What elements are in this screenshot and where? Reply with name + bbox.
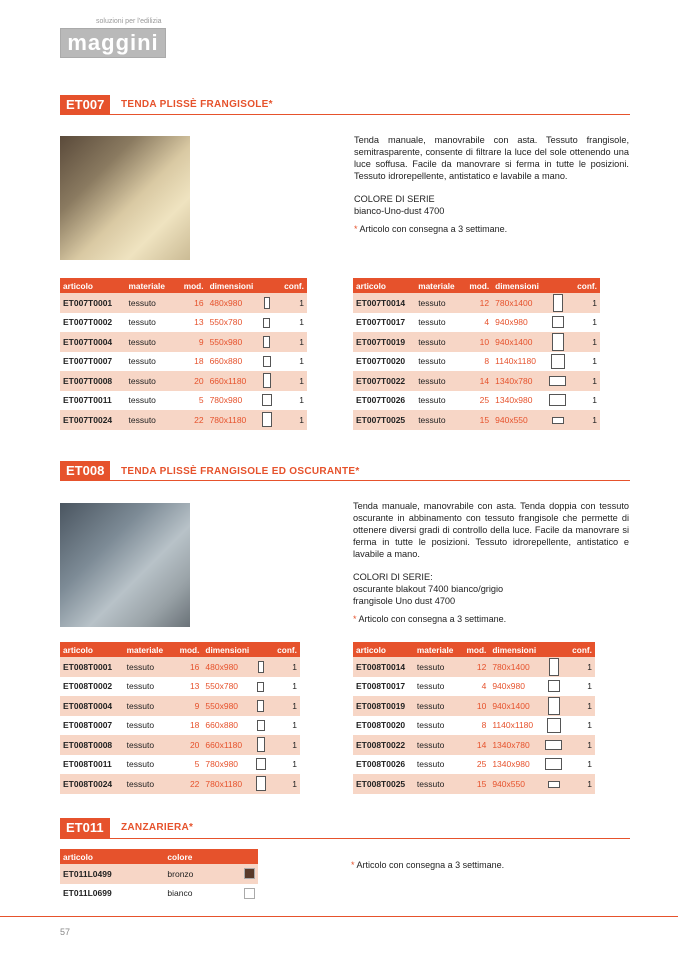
material: tessuto	[126, 720, 155, 731]
table-row	[353, 735, 595, 755]
dimensions: 1340x780	[489, 735, 541, 755]
table-row	[60, 332, 307, 352]
model-number: 22	[176, 410, 207, 430]
size-symbol-cell	[541, 755, 566, 775]
size-symbol	[256, 758, 266, 770]
article-code: ET011L0699	[63, 888, 112, 899]
table-row	[60, 884, 258, 904]
article-code: ET007T0011	[63, 395, 112, 406]
article-code: ET007T0025	[353, 410, 415, 430]
column-header: mod.	[173, 642, 203, 657]
et011-note: * Articolo con consegna a 3 settimane.	[351, 860, 505, 870]
size-symbol	[552, 417, 564, 424]
model-number: 18	[194, 356, 204, 367]
table-row	[60, 864, 258, 884]
size-symbol-cell	[257, 410, 276, 430]
size-symbol-cell	[257, 313, 276, 333]
size-symbol-cell	[545, 352, 571, 372]
model-number: 16	[176, 293, 207, 313]
size-symbol-cell	[541, 677, 566, 697]
color-swatch	[244, 868, 255, 879]
pack-qty: 1	[270, 774, 300, 794]
size-symbol-cell	[541, 735, 566, 755]
table-row	[60, 657, 300, 677]
model-number: 15	[461, 774, 490, 794]
table-row	[353, 332, 600, 352]
model-number: 20	[176, 371, 207, 391]
material: tessuto	[414, 696, 461, 716]
article-code: ET008T0020	[356, 720, 406, 731]
table-row	[353, 677, 595, 697]
table-row	[353, 391, 600, 411]
pack-qty: 1	[592, 317, 597, 328]
column-header: materiale	[414, 642, 461, 657]
table-row	[353, 371, 600, 391]
dimensions: 940x550	[492, 410, 545, 430]
table-row	[60, 352, 307, 372]
dimensions: 660x880	[205, 720, 239, 731]
pack-qty: 1	[587, 681, 592, 692]
article-code: ET007T0017	[356, 317, 406, 328]
size-symbol	[552, 316, 564, 328]
size-symbol	[548, 781, 560, 788]
model-number: 10	[463, 332, 492, 352]
article-code: ET007T0001	[60, 293, 126, 313]
pack-qty: 1	[270, 696, 300, 716]
column-header: materiale	[415, 278, 463, 293]
et008-colors-value-1: oscurante blakout 7400 bianco/grigio	[353, 584, 504, 594]
et007-colors-label: COLORE DI SERIE	[354, 194, 435, 204]
model-number: 15	[463, 410, 492, 430]
material: tessuto	[126, 371, 176, 391]
dimensions: 780x1180	[207, 410, 258, 430]
model-number: 14	[463, 371, 492, 391]
size-symbol	[263, 336, 270, 348]
pack-qty: 1	[571, 293, 600, 313]
pack-qty: 1	[566, 735, 595, 755]
size-symbol-cell	[541, 696, 566, 716]
dimensions: 1340x780	[492, 371, 545, 391]
size-symbol	[263, 373, 271, 388]
dimensions: 1140x1180	[492, 720, 534, 731]
size-symbol	[257, 700, 264, 712]
article-code: ET008T0026	[356, 759, 406, 770]
size-symbol	[549, 376, 566, 386]
table-row	[60, 774, 300, 794]
material: tessuto	[128, 317, 156, 328]
model-number: 16	[173, 657, 203, 677]
dimensions: 480x980	[207, 293, 258, 313]
article-code: ET008T0001	[60, 657, 124, 677]
article-code: ET007T0014	[353, 293, 415, 313]
color-swatch-cell	[226, 864, 258, 884]
et007-title: TENDA PLISSÈ FRANGISOLE*	[121, 99, 273, 110]
model-number: 20	[173, 735, 203, 755]
column-header: mod.	[463, 278, 492, 293]
table-row	[353, 352, 600, 372]
size-symbol-cell	[541, 774, 566, 794]
material: tessuto	[126, 681, 155, 692]
size-symbol	[549, 658, 559, 676]
dimensions: 660x1180	[202, 735, 251, 755]
material: tessuto	[124, 657, 173, 677]
dimensions: 940x980	[492, 681, 525, 692]
article-code: ET007T0002	[63, 317, 113, 328]
dimensions: 940x1400	[492, 332, 545, 352]
article-code: ET007T0008	[60, 371, 126, 391]
model-number: 8	[481, 720, 487, 731]
dimensions: 1340x980	[492, 759, 530, 770]
section-rule	[60, 114, 630, 115]
article-code: ET008T0019	[353, 696, 414, 716]
table-row	[353, 293, 600, 313]
et008-description: Tenda manuale, manovrabile con asta. Tenda doppia con tessuto oscurante in abbinamento con tessuto frangisole che permette di ottenere diversi gradi di controllo della luce. Facile da manovrare si ferma in tutte le posizioni. Tessuto idrorepellente, antistatico e lavabile a mano.	[353, 501, 629, 559]
pack-qty: 1	[270, 657, 300, 677]
table-row	[60, 755, 300, 775]
color-name: bronzo	[164, 864, 225, 884]
table-row	[60, 410, 307, 430]
footer-rule	[0, 916, 678, 917]
size-symbol-cell	[257, 371, 276, 391]
material: tessuto	[126, 293, 176, 313]
et007-code: ET007	[60, 95, 110, 115]
size-symbol	[257, 720, 265, 731]
dimensions: 780x980	[209, 395, 243, 406]
size-symbol-cell	[252, 774, 270, 794]
material: tessuto	[415, 410, 463, 430]
pack-qty: 1	[592, 395, 597, 406]
model-number: 22	[173, 774, 203, 794]
pack-qty: 1	[571, 332, 600, 352]
article-code: ET008T0007	[63, 720, 113, 731]
material: tessuto	[418, 356, 446, 367]
et007-note: * Articolo con consegna a 3 settimane.	[354, 224, 508, 234]
material: tessuto	[124, 696, 173, 716]
table-header-row	[60, 849, 258, 864]
size-symbol-cell	[545, 293, 571, 313]
model-number: 14	[461, 735, 490, 755]
material: tessuto	[128, 395, 156, 406]
model-number: 4	[484, 317, 490, 328]
pack-qty: 1	[299, 395, 304, 406]
dimensions: 480x980	[202, 657, 251, 677]
size-symbol-cell	[545, 410, 571, 430]
article-code: ET008T0014	[353, 657, 414, 677]
pack-qty: 1	[571, 410, 600, 430]
pack-qty: 1	[292, 681, 297, 692]
table-row	[353, 716, 595, 736]
size-symbol	[262, 412, 272, 427]
table-header-row	[60, 642, 300, 657]
article-code: ET007T0019	[353, 332, 415, 352]
size-symbol	[257, 682, 264, 692]
table-header-row	[353, 642, 595, 657]
size-symbol	[264, 297, 270, 309]
model-number: 18	[189, 720, 200, 731]
size-symbol	[256, 776, 266, 791]
dimensions: 550x780	[205, 681, 239, 692]
dimensions: 940x980	[495, 317, 528, 328]
et011-table	[60, 849, 258, 903]
size-symbol-cell	[252, 735, 270, 755]
model-number: 13	[194, 317, 204, 328]
pack-qty: 1	[592, 356, 597, 367]
column-header: dimensioni	[207, 278, 277, 293]
model-number: 9	[176, 332, 207, 352]
column-header: conf.	[270, 642, 300, 657]
brand-logo: maggini	[60, 28, 166, 58]
size-symbol	[548, 697, 560, 715]
article-code: ET007T0026	[356, 395, 406, 406]
column-header: dimensioni	[489, 642, 566, 657]
column-header: materiale	[124, 642, 173, 657]
material: tessuto	[124, 735, 173, 755]
table-row	[60, 696, 300, 716]
dimensions: 550x980	[207, 332, 258, 352]
dimensions: 780x1180	[202, 774, 251, 794]
model-number: 25	[476, 759, 487, 770]
article-code: ET008T0025	[353, 774, 414, 794]
table-row	[60, 716, 300, 736]
material: tessuto	[418, 395, 446, 406]
table-row	[353, 774, 595, 794]
article-code: ET008T0022	[353, 735, 414, 755]
material: tessuto	[126, 410, 176, 430]
article-code: ET007T0007	[63, 356, 113, 367]
pack-qty: 1	[587, 759, 592, 770]
column-header: articolo	[353, 278, 415, 293]
model-number: 25	[479, 395, 490, 406]
et008-table-right	[353, 642, 595, 794]
pack-qty: 1	[276, 293, 307, 313]
material: tessuto	[414, 657, 461, 677]
article-code: ET007T0024	[60, 410, 126, 430]
dimensions: 550x980	[202, 696, 251, 716]
column-header: dimensioni	[202, 642, 270, 657]
et007-colors-value: bianco-Uno-dust 4700	[354, 206, 445, 216]
dimensions: 660x880	[209, 356, 243, 367]
article-code: ET008T0011	[63, 759, 112, 770]
pack-qty: 1	[292, 759, 297, 770]
column-header: colore	[164, 849, 258, 864]
pack-qty: 1	[270, 735, 300, 755]
et008-code: ET008	[60, 461, 110, 481]
column-header: mod.	[461, 642, 490, 657]
pack-qty: 1	[299, 317, 304, 328]
et008-colors-label: COLORI DI SERIE:	[353, 572, 433, 582]
size-symbol-cell	[545, 391, 571, 411]
table-header-row	[353, 278, 600, 293]
size-symbol-cell	[252, 677, 270, 697]
table-row	[60, 371, 307, 391]
model-number: 9	[173, 696, 203, 716]
column-header: articolo	[60, 849, 164, 864]
et008-product-photo	[60, 503, 190, 627]
column-header: conf.	[566, 642, 595, 657]
table-row	[60, 677, 300, 697]
article-code: ET008T0004	[60, 696, 124, 716]
article-code: ET007T0020	[356, 356, 406, 367]
size-symbol-cell	[257, 352, 276, 372]
pack-qty: 1	[276, 410, 307, 430]
size-symbol-cell	[252, 716, 270, 736]
model-number: 4	[481, 681, 487, 692]
table-row	[353, 696, 595, 716]
table-row	[60, 391, 307, 411]
size-symbol	[257, 737, 265, 752]
et007-table-left	[60, 278, 307, 430]
model-number: 12	[463, 293, 492, 313]
dimensions: 550x780	[209, 317, 243, 328]
table-row	[353, 657, 595, 677]
model-number: 5	[194, 759, 200, 770]
pack-qty: 1	[566, 696, 595, 716]
dimensions: 1140x1180	[495, 356, 536, 367]
pack-qty: 1	[276, 332, 307, 352]
et008-note: * Articolo con consegna a 3 settimane.	[353, 614, 507, 624]
et007-table-right	[353, 278, 600, 430]
dimensions: 780x980	[205, 759, 239, 770]
size-symbol	[263, 356, 271, 367]
material: tessuto	[418, 317, 446, 328]
size-symbol	[258, 661, 264, 673]
et008-title: TENDA PLISSÈ FRANGISOLE ED OSCURANTE*	[121, 466, 360, 477]
size-symbol-cell	[545, 371, 571, 391]
section-rule	[60, 480, 630, 481]
size-symbol	[263, 318, 270, 328]
article-code: ET007T0004	[60, 332, 126, 352]
size-symbol	[545, 740, 562, 750]
et011-title: ZANZARIERA*	[121, 822, 194, 833]
column-header: articolo	[60, 278, 126, 293]
brand-tagline: soluzioni per l'edilizia	[96, 18, 162, 25]
size-symbol-cell	[257, 293, 276, 313]
material: tessuto	[416, 759, 445, 770]
dimensions: 1340x980	[495, 395, 533, 406]
color-swatch	[244, 888, 255, 899]
column-header: mod.	[176, 278, 207, 293]
et007-product-photo	[60, 136, 190, 260]
material: tessuto	[415, 371, 463, 391]
et008-colors-value-2: frangisole Uno dust 4700	[353, 596, 456, 606]
article-code: ET008T0008	[60, 735, 124, 755]
material: tessuto	[128, 356, 156, 367]
table-row	[353, 755, 595, 775]
dimensions: 660x1180	[207, 371, 258, 391]
model-number: 13	[189, 681, 200, 692]
material: tessuto	[416, 681, 445, 692]
color-swatch-cell	[226, 884, 258, 904]
article-code: ET007T0022	[353, 371, 415, 391]
dimensions: 940x1400	[489, 696, 541, 716]
pack-qty: 1	[566, 774, 595, 794]
size-symbol	[553, 294, 563, 312]
table-row	[353, 313, 600, 333]
size-symbol-cell	[545, 332, 571, 352]
et011-code: ET011	[60, 818, 110, 838]
material: tessuto	[415, 332, 463, 352]
size-symbol	[551, 354, 565, 369]
size-symbol	[545, 758, 562, 770]
column-header: conf.	[276, 278, 307, 293]
table-header-row	[60, 278, 307, 293]
material: tessuto	[126, 332, 176, 352]
pack-qty: 1	[587, 720, 592, 731]
material: tessuto	[415, 293, 463, 313]
column-header: conf.	[571, 278, 600, 293]
material: tessuto	[414, 735, 461, 755]
section-rule	[60, 838, 630, 839]
pack-qty: 1	[571, 371, 600, 391]
dimensions: 780x1400	[492, 293, 545, 313]
article-code: ET008T0002	[63, 681, 113, 692]
column-header: articolo	[353, 642, 414, 657]
size-symbol-cell	[252, 755, 270, 775]
material: tessuto	[414, 774, 461, 794]
column-header: articolo	[60, 642, 124, 657]
size-symbol-cell	[252, 696, 270, 716]
material: tessuto	[124, 774, 173, 794]
article-code: ET008T0024	[60, 774, 124, 794]
column-header: dimensioni	[492, 278, 571, 293]
size-symbol	[547, 718, 561, 733]
size-symbol-cell	[545, 313, 571, 333]
pack-qty: 1	[566, 657, 595, 677]
pack-qty: 1	[299, 356, 304, 367]
et007-description: Tenda manuale, manovrabile con asta. Tessuto frangisole, semitrasparente, consente di filtrare la luce del sole ottenendo una luce soffusa. Facile da manovrare si ferma in tutte le posizioni. Tessuto idrorepellente, antistatico e lavabile a mano.	[354, 135, 629, 181]
size-symbol	[262, 394, 272, 406]
et008-table-left	[60, 642, 300, 794]
table-row	[60, 313, 307, 333]
size-symbol-cell	[541, 716, 566, 736]
dimensions: 940x550	[489, 774, 541, 794]
size-symbol-cell	[257, 391, 276, 411]
color-name: bianco	[167, 888, 193, 899]
material: tessuto	[126, 759, 155, 770]
size-symbol-cell	[252, 657, 270, 677]
model-number: 5	[198, 395, 204, 406]
size-symbol	[548, 680, 560, 692]
size-symbol	[549, 394, 566, 406]
table-row	[60, 293, 307, 313]
size-symbol-cell	[541, 657, 566, 677]
size-symbol-cell	[257, 332, 276, 352]
article-code: ET008T0017	[356, 681, 406, 692]
table-row	[60, 735, 300, 755]
model-number: 8	[484, 356, 490, 367]
table-row	[353, 410, 600, 430]
size-symbol	[552, 333, 564, 351]
article-code: ET011L0499	[60, 864, 164, 884]
model-number: 10	[461, 696, 490, 716]
pack-qty: 1	[276, 371, 307, 391]
pack-qty: 1	[292, 720, 297, 731]
column-header: materiale	[126, 278, 176, 293]
dimensions: 780x1400	[489, 657, 541, 677]
page-number: 57	[60, 927, 71, 937]
model-number: 12	[461, 657, 490, 677]
material: tessuto	[416, 720, 445, 731]
